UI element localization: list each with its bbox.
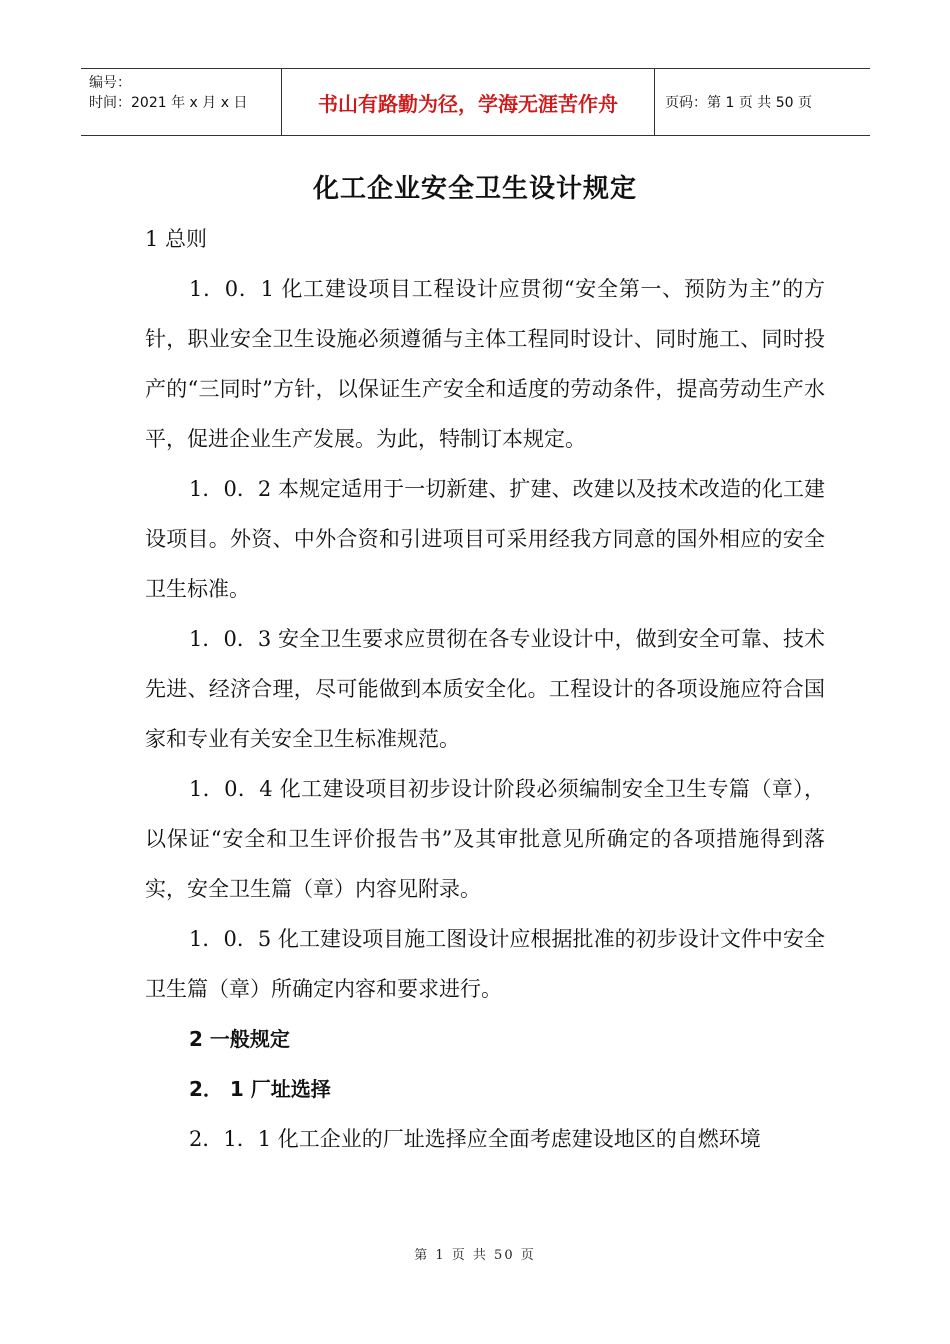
header-meta <box>81 69 281 135</box>
paragraph-2-1-1: 2．1．1 化工企业的厂址选择应全面考虑建设地区的自燃环境 <box>189 1127 761 1151</box>
header-page-info <box>655 69 870 135</box>
page-footer: 第 1 页 共 50 页 <box>414 1248 536 1263</box>
paragraph-1-0-1: 1．0．1 化工建设项目工程设计应贯彻“安全第一、预防为主”的方针，职业安全卫生设施必须遵循与主体工程同时设计、同时施工、同时投产的“三同时”方针，以保证生产安全和适度的劳动条件，提高劳动生产水平，促进企业生产发展。为此，特制订本规定。 <box>145 277 825 451</box>
paragraph-1-0-2: 1．0．2 本规定适用于一切新建、扩建、改建以及技术改造的化工建设项目。外资、中外合资和引进项目可采用经我方同意的国外相应的安全卫生标准。 <box>145 477 825 601</box>
motto-text: 书山有路勤为径，学海无涯苦作舟 <box>318 91 618 116</box>
section-heading-general: 1 总则 <box>145 227 208 251</box>
paragraph-1-0-4: 1．0．4 化工建设项目初步设计阶段必须编制安全卫生专篇（章），以保证“安全和卫生评价报告书”及其审批意见所确定的各项措施得到落实，安全卫生篇（章）内容见附录。 <box>145 777 825 901</box>
document-title: 化工企业安全卫生设计规定 <box>312 174 637 204</box>
paragraph-1-0-5: 1．0．5 化工建设项目施工图设计应根据批准的初步设计文件中安全卫生篇（章）所确定内容和要求进行。 <box>145 927 825 1001</box>
date-label: 时间：2021 年 x 月 x 日 <box>89 95 248 111</box>
page-header <box>81 68 870 136</box>
section-heading-general-rules: 2 一般规定 <box>189 1027 290 1051</box>
header-motto <box>281 69 655 135</box>
document-body <box>145 214 825 1164</box>
section-heading-site-selection: 2． 1 厂址选择 <box>189 1077 331 1101</box>
page-count-label: 页码：第 1 页 共 50 页 <box>665 95 812 111</box>
paragraph-1-0-3: 1．0．3 安全卫生要求应贯彻在各专业设计中，做到安全可靠、技术先进、经济合理，尽可能做到本质安全化。工程设计的各项设施应符合国家和专业有关安全卫生标准规范。 <box>145 627 825 751</box>
serial-number-label: 编号： <box>89 75 131 91</box>
